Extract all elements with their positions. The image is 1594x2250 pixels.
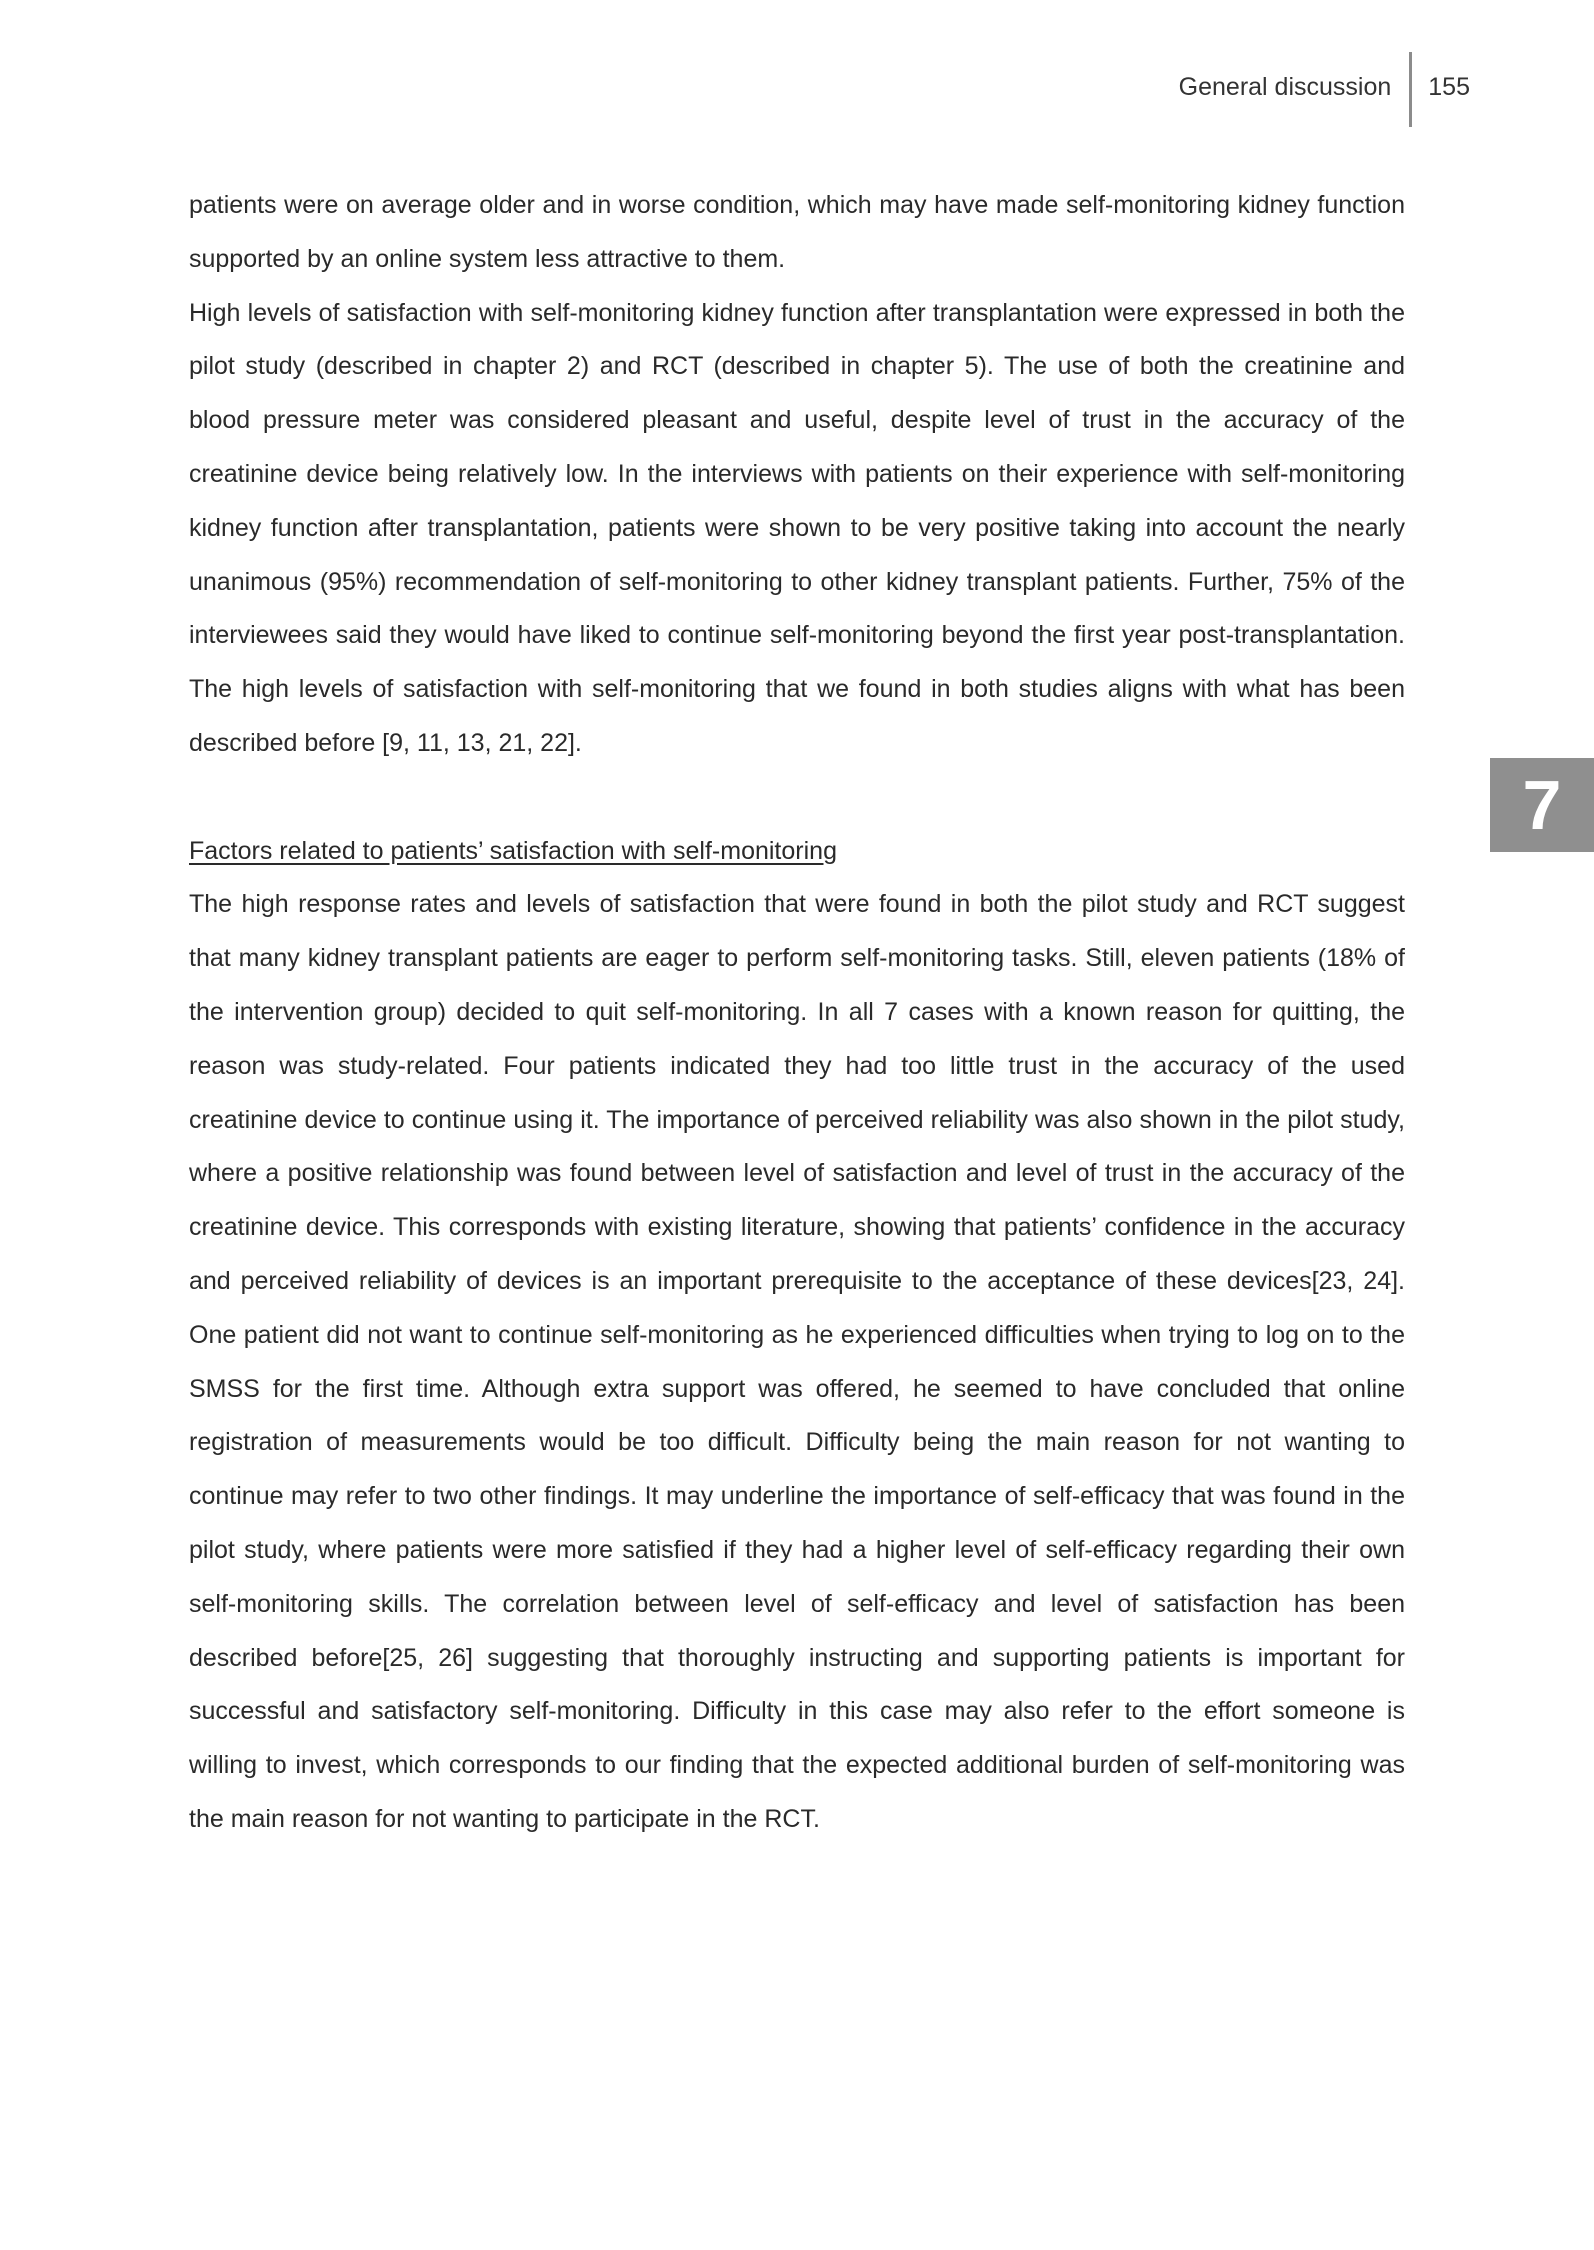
running-header xyxy=(1179,66,1470,127)
header-title: General discussion xyxy=(1178,73,1392,101)
paragraph: patients were on average older and in worse condition, which may have made self-monitoring kidney function supported by an online system less attractive to them. xyxy=(189,191,1405,273)
section-heading: Factors related to patients’ satisfaction with self-monitoring xyxy=(189,836,837,865)
paragraph: High levels of satisfaction with self-monitoring kidney function after transplantation were expressed in both the pilot study (described in chapter 2) and RCT (described in chapter 5). The use of both the creatinine and blood pressure meter was considered pleasant and useful, despite level of trust in the accuracy of the creatinine device being relatively low. In the interviews with patients on their experience with self-monitoring kidney function after transplantation, patients were shown to be very positive taking into account the nearly unanimous (95%) recommendation of self-monitoring to other kidney transplant patients. Further, 75% of the interviewees said they would have liked to continue self-monitoring beyond the first year post-transplantation. The high levels of satisfaction with self-monitoring that we found in both studies aligns with what has been described before [9, 11, 13, 21, 22]. xyxy=(189,298,1405,757)
body-text xyxy=(189,179,1405,1847)
paragraph: The high response rates and levels of satisfaction that were found in both the pilot study and RCT suggest that many kidney transplant patients are eager to perform self-monitoring tasks. Still, eleven patients (18% of the intervention group) decided to quit self-monitoring. In all 7 cases with a known reason for quitting, the reason was study-related. Four patients indicated they had too little trust in the accuracy of the used creatinine device to continue using it. The importance of perceived reliability was also shown in the pilot study, where a positive relationship was found between level of satisfaction and level of trust in the accuracy of the creatinine device. This corresponds with existing literature, showing that patients’ confidence in the accuracy and perceived reliability of devices is an important prerequisite to the acceptance of these devices[23, 24]. One patient did not want to continue self-monitoring as he experienced difficulties when trying to log on to the SMSS for the first time. Although extra support was offered, he seemed to have concluded that online registration of measurements would be too difficult. Difficulty being the main reason for not wanting to continue may refer to two other findings. It may underline the importance of self-efficacy that was found in the pilot study, where patients were more satisfied if they had a higher level of self-efficacy regarding their own self-monitoring skills. The correlation between level of self-efficacy and level of satisfaction has been described before[25, 26] suggesting that thoroughly instructing and supporting patients is important for successful and satisfactory self-monitoring. Difficulty in this case may also refer to the effort someone is willing to invest, which corresponds to our finding that the expected additional burden of self-monitoring was the main reason for not wanting to participate in the RCT. xyxy=(189,890,1405,1833)
page-number: 155 xyxy=(1428,73,1470,101)
chapter-tab: 7 xyxy=(1490,758,1594,852)
